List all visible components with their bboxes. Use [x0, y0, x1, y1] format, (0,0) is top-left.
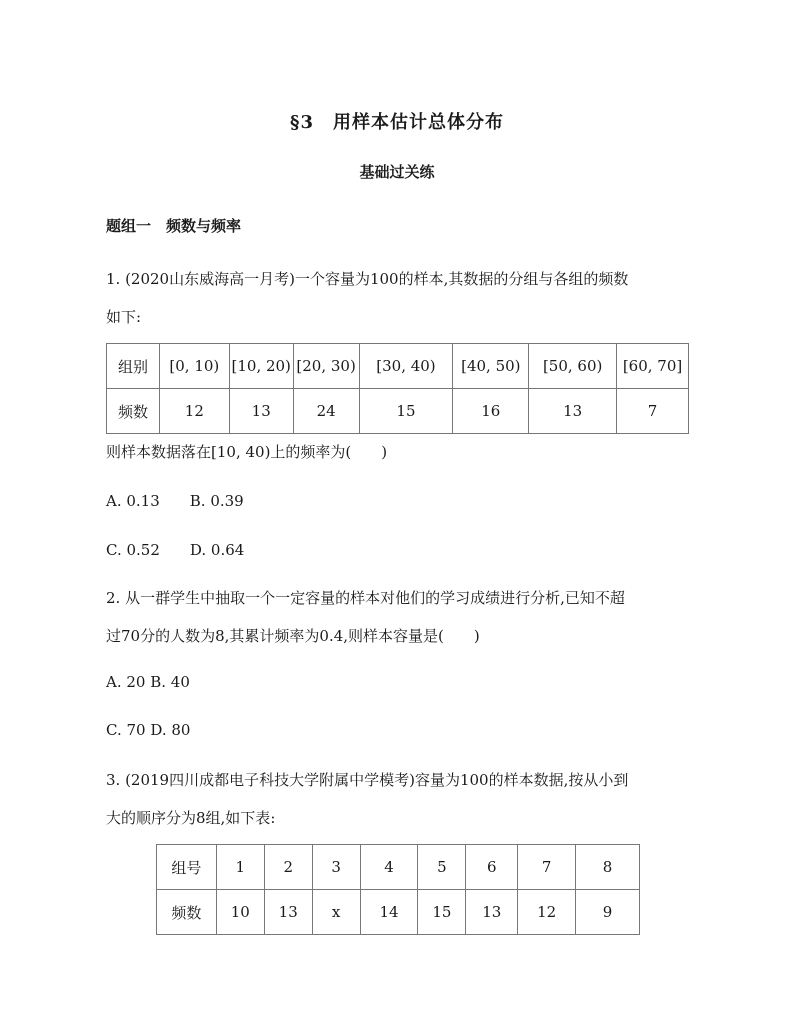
table-cell: 3 — [312, 845, 360, 890]
q1-stem-line2: 如下: — [106, 308, 142, 326]
table-row — [107, 389, 689, 434]
q2-stem-line2: 过70分的人数为8,其累计频率为0.4,则样本容量是( ) — [106, 627, 480, 645]
q1-stem-line1: 1. (2020山东威海高一月考)一个容量为100的样本,其数据的分组与各组的频数 — [106, 270, 629, 288]
section-heading: 题组一 频数与频率 — [106, 217, 242, 235]
table-cell: 16 — [453, 389, 529, 434]
table-cell: [10, 20) — [229, 344, 293, 389]
table-cell: 12 — [518, 890, 576, 935]
table-cell: [40, 50) — [453, 344, 529, 389]
table-cell: [60, 70] — [617, 344, 689, 389]
q1-question: 则样本数据落在[10, 40)上的频率为( ) — [106, 443, 388, 461]
table-row — [157, 845, 640, 890]
table-cell: 13 — [229, 389, 293, 434]
table-cell: 7 — [617, 389, 689, 434]
q3-frequency-table — [156, 844, 640, 935]
page-title: §3 用样本估计总体分布 — [290, 112, 504, 133]
table-cell: x — [312, 890, 360, 935]
q1-options-line1: A. 0.13 B. 0.39 — [106, 492, 244, 510]
q3-stem-line1: 3. (2019四川成都电子科技大学附属中学模考)容量为100的样本数据,按从小到 — [106, 771, 629, 789]
table-cell: 组号 — [157, 845, 217, 890]
table-cell: 组别 — [107, 344, 160, 389]
q2-options-line1: A. 20 B. 40 — [106, 673, 190, 691]
table-cell: 15 — [359, 389, 453, 434]
table-cell: 13 — [264, 890, 312, 935]
table-row — [107, 344, 689, 389]
table-cell: 9 — [576, 890, 640, 935]
table-cell: 频数 — [107, 389, 160, 434]
table-cell: 13 — [529, 389, 617, 434]
table-cell: 8 — [576, 845, 640, 890]
table-cell: 4 — [360, 845, 418, 890]
table-row — [157, 890, 640, 935]
table-cell: 13 — [466, 890, 518, 935]
table-cell: [20, 30) — [293, 344, 359, 389]
table-cell: 12 — [159, 389, 229, 434]
table-cell: 7 — [518, 845, 576, 890]
table-cell: [30, 40) — [359, 344, 453, 389]
q2-stem-line1: 2. 从一群学生中抽取一个一定容量的样本对他们的学习成绩进行分析,已知不超 — [106, 589, 625, 607]
table-cell: 2 — [264, 845, 312, 890]
table-cell: 频数 — [157, 890, 217, 935]
table-cell: 10 — [216, 890, 264, 935]
page-subtitle: 基础过关练 — [359, 163, 435, 181]
q2-options-line2: C. 70 D. 80 — [106, 721, 191, 739]
table-cell: 24 — [293, 389, 359, 434]
table-cell: 15 — [418, 890, 466, 935]
table-cell: 6 — [466, 845, 518, 890]
q1-frequency-table — [106, 343, 689, 434]
table-cell: [0, 10) — [159, 344, 229, 389]
table-cell: 5 — [418, 845, 466, 890]
q1-options-line2: C. 0.52 D. 0.64 — [106, 541, 245, 559]
table-cell: 14 — [360, 890, 418, 935]
q3-stem-line2: 大的顺序分为8组,如下表: — [106, 809, 276, 827]
table-cell: 1 — [216, 845, 264, 890]
table-cell: [50, 60) — [529, 344, 617, 389]
